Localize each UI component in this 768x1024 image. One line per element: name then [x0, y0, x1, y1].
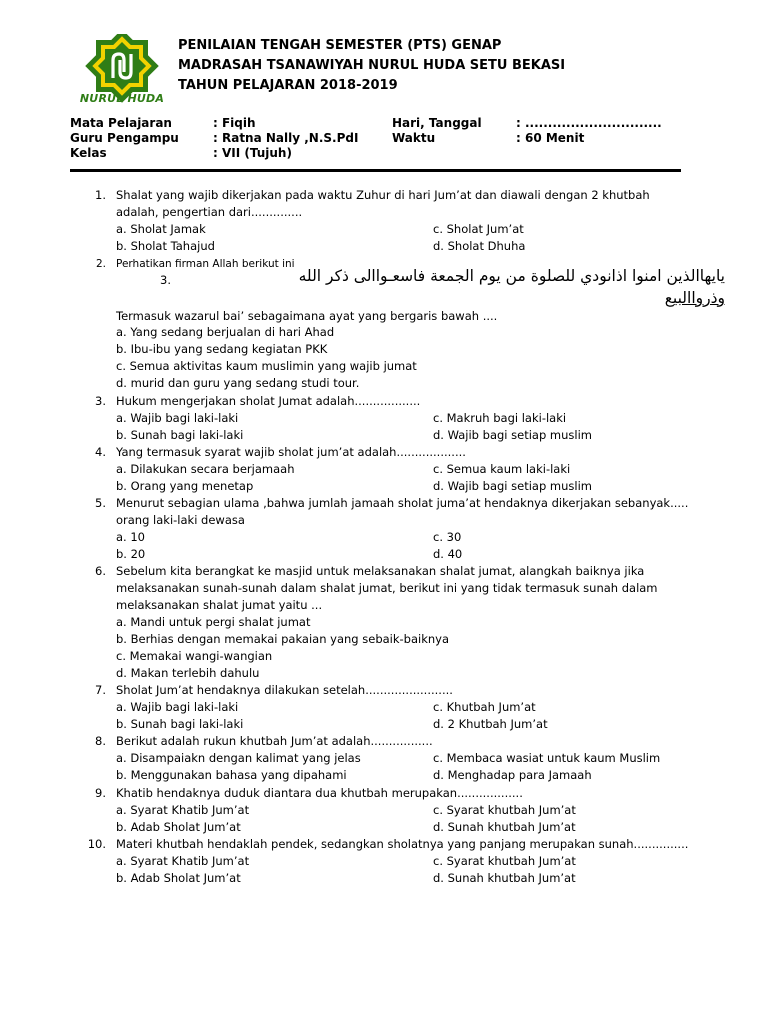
option-b: b. Ibu-ibu yang sedang kegiatan PKK: [116, 342, 328, 356]
option-b: b. Menggunakan bahasa yang dipahami: [116, 768, 347, 782]
question-text: adalah, pengertian dari..............: [116, 205, 303, 219]
question-number: 5.: [95, 496, 106, 510]
option-a: a. 10: [116, 530, 145, 544]
question-text: Perhatikan firman Allah berikut ini: [116, 258, 295, 270]
option-a: a. Disampaiakn dengan kalimat yang jelas: [116, 751, 361, 765]
title-line-1: PENILAIAN TENGAH SEMESTER (PTS) GENAP: [178, 38, 502, 53]
option-a: a. Syarat Khatib Jum’at: [116, 803, 250, 817]
question-text: Termasuk wazarul bai’ sebagaimana ayat yang bergaris bawah ....: [116, 309, 498, 323]
option-d: d. Menghadap para Jamaah: [433, 768, 592, 782]
option-c: c. 30: [433, 530, 462, 544]
option-a: a. Mandi untuk pergi shalat jumat: [116, 615, 311, 629]
date-label: Hari, Tanggal: [392, 116, 482, 130]
question-text: Yang termasuk syarat wajib sholat jum’at adalah...................: [116, 445, 466, 459]
subject-label: Mata Pelajaran: [70, 116, 172, 130]
option-c: c. Sholat Jum’at: [433, 222, 524, 236]
option-a: a. Dilakukan secara berjamaah: [116, 462, 295, 476]
time-label: Waktu: [392, 131, 436, 145]
question-text: Berikut adalah rukun khutbah Jum’at adalah.................: [116, 734, 433, 748]
option-c: c. Semua kaum laki-laki: [433, 462, 571, 476]
verse-line-2-underlined: وذرواالبيع: [664, 289, 725, 307]
question-text: Sholat Jum’at hendaknya dilakukan setelah........................: [116, 683, 453, 697]
info-labels-left: [70, 116, 179, 161]
class-label: Kelas: [70, 146, 107, 160]
title-line-2: MADRASAH TSANAWIYAH NURUL HUDA SETU BEKASI: [178, 58, 566, 73]
question-text: orang laki-laki dewasa: [116, 513, 245, 527]
question-number: 9.: [95, 786, 106, 800]
question-text: Menurut sebagian ulama ,bahwa jumlah jamaah sholat juma’at hendaknya dikerjakan sebanyak.....: [116, 496, 689, 510]
option-b: b. Adab Sholat Jum’at: [116, 820, 241, 834]
option-c: c. Makruh bagi laki-laki: [433, 411, 567, 425]
question-text: Khatib hendaknya duduk diantara dua khutbah merupakan..................: [116, 786, 523, 800]
question-number: 7.: [95, 683, 106, 697]
question-text: melaksanakan sunah-sunah dalam shalat jumat, berikut ini yang tidak termasuk sunah dalam: [116, 581, 658, 595]
question-number: 6.: [95, 564, 106, 578]
class-value: : VII (Tujuh): [213, 146, 292, 160]
option-b: b. Berhias dengan memakai pakaian yang sebaik-baiknya: [116, 632, 450, 646]
question-number: 8.: [95, 734, 106, 748]
option-a: a. Syarat Khatib Jum’at: [116, 854, 250, 868]
question-number: 10.: [87, 837, 106, 851]
exam-title: [178, 36, 565, 96]
option-d: d. Sunah khutbah Jum’at: [433, 820, 576, 834]
option-c: c. Syarat khutbah Jum’at: [433, 854, 576, 868]
option-d: d. Sunah khutbah Jum’at: [433, 871, 576, 885]
option-a: a. Wajib bagi laki-laki: [116, 411, 239, 425]
date-value: : ..............................: [516, 116, 662, 130]
title-line-3: TAHUN PELAJARAN 2018-2019: [178, 78, 398, 93]
question-number: 4.: [95, 445, 106, 459]
option-b: b. Sunah bagi laki-laki: [116, 717, 244, 731]
quran-verse: [165, 265, 725, 309]
option-c: c. Memakai wangi-wangian: [116, 649, 273, 663]
info-values-left: [213, 116, 358, 161]
subject-value: : Fiqih: [213, 116, 256, 130]
option-c: c. Membaca wasiat untuk kaum Muslim: [433, 751, 661, 765]
question-number: 2.: [95, 258, 106, 270]
option-b: b. 20: [116, 547, 146, 561]
verse-number: 3.: [160, 273, 171, 287]
option-a: a. Yang sedang berjualan di hari Ahad: [116, 325, 335, 339]
option-d: d. Wajib bagi setiap muslim: [433, 428, 592, 442]
option-d: d. Makan terlebih dahulu: [116, 666, 260, 680]
header-divider: [70, 169, 681, 172]
option-b: b. Sholat Tahajud: [116, 239, 215, 253]
question-text: Sebelum kita berangkat ke masjid untuk melaksanakan shalat jumat, alangkah baiknya jika: [116, 564, 645, 578]
question-text: Hukum mengerjakan sholat Jumat adalah..................: [116, 394, 421, 408]
option-c: c. Syarat khutbah Jum’at: [433, 803, 576, 817]
verse-line-1: يايهاالذين امنوا اذانودي للصلوة من يوم الجمعة فاسعـواالى ذكر الله: [298, 267, 725, 285]
option-b: b. Sunah bagi laki-laki: [116, 428, 244, 442]
question-text: melaksanakan shalat jumat yaitu ...: [116, 598, 323, 612]
question-text: Materi khutbah hendaklah pendek, sedangkan sholatnya yang panjang merupakan sunah...............: [116, 837, 689, 851]
logo-label: NURUL HUDA: [79, 92, 165, 105]
option-d: d. Wajib bagi setiap muslim: [433, 479, 592, 493]
option-d: d. Sholat Dhuha: [433, 239, 526, 253]
option-d: d. 2 Khutbah Jum’at: [433, 717, 548, 731]
option-b: b. Orang yang menetap: [116, 479, 254, 493]
teacher-label: Guru Pengampu: [70, 131, 179, 145]
option-c: c. Khutbah Jum’at: [433, 700, 536, 714]
option-b: b. Adab Sholat Jum’at: [116, 871, 241, 885]
time-value: : 60 Menit: [516, 131, 585, 145]
option-a: a. Wajib bagi laki-laki: [116, 700, 239, 714]
info-labels-right: [392, 116, 482, 146]
question-number: 3.: [95, 394, 106, 408]
option-a: a. Sholat Jamak: [116, 222, 206, 236]
question-text: Shalat yang wajib dikerjakan pada waktu Zuhur di hari Jum’at dan diawali dengan 2 khutbah: [116, 188, 650, 202]
info-values-right: [516, 116, 662, 146]
option-c: c. Semua aktivitas kaum muslimin yang wajib jumat: [116, 359, 417, 373]
question-number: 1.: [95, 188, 106, 202]
teacher-value: : Ratna Nally ,N.S.PdI: [213, 131, 359, 145]
option-d: d. 40: [433, 547, 463, 561]
option-d: d. murid dan guru yang sedang studi tour.: [116, 376, 360, 390]
